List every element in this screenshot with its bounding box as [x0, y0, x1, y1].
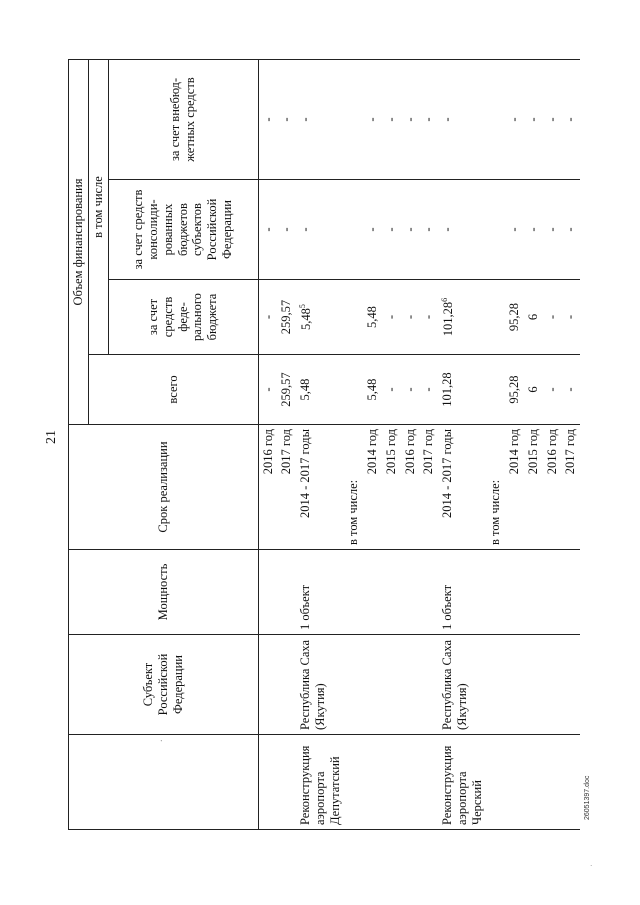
- table-row: [344, 60, 363, 830]
- cell-period-text: 2017 год: [563, 429, 578, 475]
- cell-extrabudget-text: -: [544, 117, 559, 122]
- cell-consolidated: [382, 180, 401, 280]
- cell-total-text: 6: [525, 386, 540, 393]
- cell-extrabudget-text: -: [563, 117, 578, 122]
- cell-subject-text: Республика Саха (Якутия): [440, 639, 469, 730]
- cell-period: [419, 425, 438, 550]
- cell-extrabudget-text: -: [279, 117, 294, 122]
- table-row: [438, 60, 486, 830]
- cell-consolidated: [363, 180, 382, 280]
- cell-consolidated-text: -: [544, 227, 559, 232]
- cell-subject: [561, 635, 580, 735]
- cell-subject: [363, 635, 382, 735]
- cell-consolidated-text: -: [421, 227, 436, 232]
- cell-consolidated-text: -: [440, 227, 454, 232]
- cell-name: [524, 735, 543, 830]
- cell-consolidated-text: -: [525, 227, 540, 232]
- cell-extrabudget: [561, 60, 580, 180]
- header-financing: Объем финансирования: [69, 60, 89, 425]
- cell-consolidated-text: -: [402, 227, 417, 232]
- cell-federal: [486, 280, 505, 355]
- cell-period: [382, 425, 401, 550]
- cell-period: [277, 425, 296, 550]
- cell-federal: [505, 280, 524, 355]
- cell-consolidated: [258, 180, 277, 280]
- cell-total: [401, 355, 420, 425]
- cell-name: [277, 735, 296, 830]
- cell-consolidated: [505, 180, 524, 280]
- cell-extrabudget-text: -: [402, 117, 417, 122]
- cell-consolidated: [296, 180, 344, 280]
- cell-extrabudget: [277, 60, 296, 180]
- cell-name: [344, 735, 363, 830]
- cell-consolidated: [438, 180, 486, 280]
- cell-subject: [438, 635, 486, 735]
- cell-period: [561, 425, 580, 550]
- cell-extrabudget: [401, 60, 420, 180]
- cell-extrabudget: [524, 60, 543, 180]
- cell-capacity: [363, 550, 382, 635]
- cell-federal: [258, 280, 277, 355]
- cell-total: [363, 355, 382, 425]
- cell-extrabudget: [419, 60, 438, 180]
- cell-subject: [401, 635, 420, 735]
- cell-total: [382, 355, 401, 425]
- cell-period-text: 2016 год: [544, 429, 559, 475]
- table-header: [69, 60, 259, 830]
- cell-federal: [401, 280, 420, 355]
- cell-subject: [296, 635, 344, 735]
- cell-capacity: [344, 550, 363, 635]
- cell-name: [561, 735, 580, 830]
- cell-total: [344, 355, 363, 425]
- cell-subject-text: Республика Саха (Якутия): [298, 639, 327, 730]
- cell-capacity: [524, 550, 543, 635]
- cell-name-text: Реконструкция аэропорта Депутатский: [298, 745, 342, 825]
- cell-capacity: [543, 550, 562, 635]
- cell-subject: [524, 635, 543, 735]
- cell-capacity: [258, 550, 277, 635]
- cell-name-text: Реконструкция аэропорта Черский: [440, 745, 484, 825]
- cell-consolidated-text: -: [383, 227, 398, 232]
- cell-federal-text: 101,28: [441, 301, 456, 337]
- cell-name: [296, 735, 344, 830]
- cell-federal: [344, 280, 363, 355]
- cell-federal: [419, 280, 438, 355]
- cell-total-text: -: [383, 387, 398, 392]
- cell-name: [543, 735, 562, 830]
- cell-capacity: [382, 550, 401, 635]
- cell-name: [419, 735, 438, 830]
- cell-period-text: 2014 - 2017 годы: [298, 429, 312, 519]
- cell-subject: [486, 635, 505, 735]
- table-row: [419, 60, 438, 830]
- cell-consolidated: [561, 180, 580, 280]
- cell-total-text: -: [402, 387, 417, 392]
- cell-total-text: -: [421, 387, 436, 392]
- cell-period: [401, 425, 420, 550]
- cell-period: [543, 425, 562, 550]
- cell-name: [486, 735, 505, 830]
- cell-subject: [543, 635, 562, 735]
- cell-federal: [363, 280, 382, 355]
- cell-consolidated: [486, 180, 505, 280]
- footnote-marker: 6: [440, 297, 449, 302]
- cell-total-text: -: [563, 387, 578, 392]
- cell-extrabudget-text: -: [365, 117, 379, 122]
- cell-extrabudget-text: -: [298, 117, 312, 122]
- cell-total: [277, 355, 296, 425]
- cell-federal: [543, 280, 562, 355]
- cell-consolidated: [419, 180, 438, 280]
- table-row: [543, 60, 562, 830]
- cell-period: [486, 425, 505, 550]
- cell-extrabudget: [382, 60, 401, 180]
- cell-total: [296, 355, 344, 425]
- header-stub-mark: ·: [157, 739, 169, 743]
- cell-extrabudget-text: -: [383, 117, 398, 122]
- cell-total: [543, 355, 562, 425]
- header-period: Срок реализации: [69, 425, 259, 550]
- cell-subject: [258, 635, 277, 735]
- cell-consolidated-text: -: [298, 227, 312, 232]
- cell-consolidated-text: -: [507, 227, 521, 232]
- cell-period-text: 2017 год: [279, 429, 294, 475]
- document-filename: 26051397.doc: [584, 775, 591, 820]
- cell-period-text: 2017 год: [421, 429, 436, 475]
- cell-total: [561, 355, 580, 425]
- cell-total-text: -: [260, 387, 275, 392]
- table-row: [382, 60, 401, 830]
- cell-federal-text: 5,48: [365, 306, 379, 328]
- cell-period-text: 2014 год: [365, 429, 379, 475]
- cell-total: [486, 355, 505, 425]
- table-row: [277, 60, 296, 830]
- table-row: [561, 60, 580, 830]
- cell-period-text: 2016 год: [402, 429, 417, 475]
- cell-extrabudget: [543, 60, 562, 180]
- cell-period: [438, 425, 486, 550]
- header-subject: Субъект Российской Федерации: [69, 635, 259, 735]
- cell-total: [505, 355, 524, 425]
- cell-name: [438, 735, 486, 830]
- cell-extrabudget: [505, 60, 524, 180]
- header-extrabudget: за счет внебюд-жетных средств: [108, 60, 258, 180]
- cell-total: [438, 355, 486, 425]
- header-total: всего: [88, 355, 258, 425]
- financing-table: [68, 59, 580, 830]
- corner-mark: ·: [590, 862, 593, 870]
- table-row: [401, 60, 420, 830]
- cell-consolidated-text: -: [563, 227, 578, 232]
- cell-period-text: 2015 год: [383, 429, 398, 475]
- cell-extrabudget: [344, 60, 363, 180]
- cell-federal-text: -: [544, 314, 559, 320]
- table-row: [363, 60, 382, 830]
- cell-federal: [296, 280, 344, 355]
- cell-consolidated: [543, 180, 562, 280]
- footnote-marker: 5: [298, 304, 307, 309]
- table-row: [505, 60, 524, 830]
- cell-name: [363, 735, 382, 830]
- table-body: [258, 60, 580, 830]
- cell-period-text: 2015 год: [525, 429, 540, 475]
- cell-extrabudget: [296, 60, 344, 180]
- cell-extrabudget: [258, 60, 277, 180]
- cell-subject: [344, 635, 363, 735]
- cell-period: [363, 425, 382, 550]
- page-number: 21: [44, 430, 59, 444]
- cell-total-text: 5,48: [298, 378, 312, 401]
- cell-total: [524, 355, 543, 425]
- header-name-stub: [69, 735, 259, 830]
- cell-total-text: 101,28: [440, 372, 454, 407]
- cell-subject: [419, 635, 438, 735]
- cell-capacity: [419, 550, 438, 635]
- cell-subject: [277, 635, 296, 735]
- cell-period-text: в том числе:: [488, 479, 503, 545]
- cell-subject: [505, 635, 524, 735]
- header-capacity: Мощность: [69, 550, 259, 635]
- header-federal: за счет средств феде-рального бюджета: [108, 280, 258, 355]
- cell-consolidated-text: -: [365, 227, 379, 232]
- cell-total-text: 95,28: [507, 375, 521, 404]
- cell-capacity: [561, 550, 580, 635]
- cell-period: [258, 425, 277, 550]
- cell-period: [505, 425, 524, 550]
- cell-subject: [382, 635, 401, 735]
- cell-total-text: -: [544, 387, 559, 392]
- cell-extrabudget: [438, 60, 486, 180]
- cell-capacity: [277, 550, 296, 635]
- cell-federal-text: -: [402, 314, 417, 320]
- cell-capacity: [401, 550, 420, 635]
- cell-consolidated: [344, 180, 363, 280]
- cell-capacity-text: 1 объект: [440, 584, 454, 630]
- cell-federal-text: -: [260, 314, 275, 320]
- cell-federal-text: -: [383, 314, 398, 320]
- cell-consolidated: [524, 180, 543, 280]
- cell-federal: [382, 280, 401, 355]
- rotated-table-container: [68, 60, 578, 830]
- cell-name: [401, 735, 420, 830]
- cell-federal-text: -: [421, 314, 436, 320]
- cell-period-text: в том числе:: [346, 479, 361, 545]
- cell-capacity: [486, 550, 505, 635]
- cell-federal-text: 6: [525, 313, 540, 321]
- cell-federal: [438, 280, 486, 355]
- cell-period-text: 2014 - 2017 годы: [440, 429, 454, 519]
- cell-period-text: 2016 год: [260, 429, 275, 475]
- cell-consolidated-text: -: [260, 227, 275, 232]
- cell-extrabudget: [363, 60, 382, 180]
- table-row: [258, 60, 277, 830]
- cell-federal-text: -: [563, 314, 578, 320]
- cell-capacity: [296, 550, 344, 635]
- cell-extrabudget-text: -: [440, 117, 454, 122]
- cell-name: [258, 735, 277, 830]
- cell-total: [258, 355, 277, 425]
- cell-period: [524, 425, 543, 550]
- cell-consolidated-text: -: [279, 227, 294, 232]
- cell-period: [344, 425, 363, 550]
- cell-total-text: 5,48: [365, 378, 379, 401]
- header-consolidated: за счет средств консолиди-рованных бюджетов субъектов Российской Федерации: [108, 180, 258, 280]
- cell-federal-text: 259,57: [279, 299, 294, 335]
- cell-consolidated: [401, 180, 420, 280]
- table-row: [296, 60, 344, 830]
- cell-total: [419, 355, 438, 425]
- cell-period: [296, 425, 344, 550]
- cell-period-text: 2014 год: [507, 429, 521, 475]
- cell-extrabudget-text: -: [260, 117, 275, 122]
- table-row: [486, 60, 505, 830]
- header-including: в том числе: [88, 60, 108, 355]
- cell-extrabudget-text: -: [525, 117, 540, 122]
- cell-name: [505, 735, 524, 830]
- cell-federal: [277, 280, 296, 355]
- cell-total-text: 259,57: [279, 372, 294, 407]
- cell-federal: [524, 280, 543, 355]
- cell-extrabudget: [486, 60, 505, 180]
- cell-capacity: [438, 550, 486, 635]
- cell-extrabudget-text: -: [421, 117, 436, 122]
- cell-extrabudget-text: -: [507, 117, 521, 122]
- cell-capacity: [505, 550, 524, 635]
- cell-federal-text: 95,28: [507, 302, 521, 332]
- cell-name: [382, 735, 401, 830]
- cell-federal-text: 5,48: [299, 308, 314, 330]
- cell-federal: [561, 280, 580, 355]
- cell-consolidated: [277, 180, 296, 280]
- cell-capacity-text: 1 объект: [298, 584, 312, 630]
- table-row: [524, 60, 543, 830]
